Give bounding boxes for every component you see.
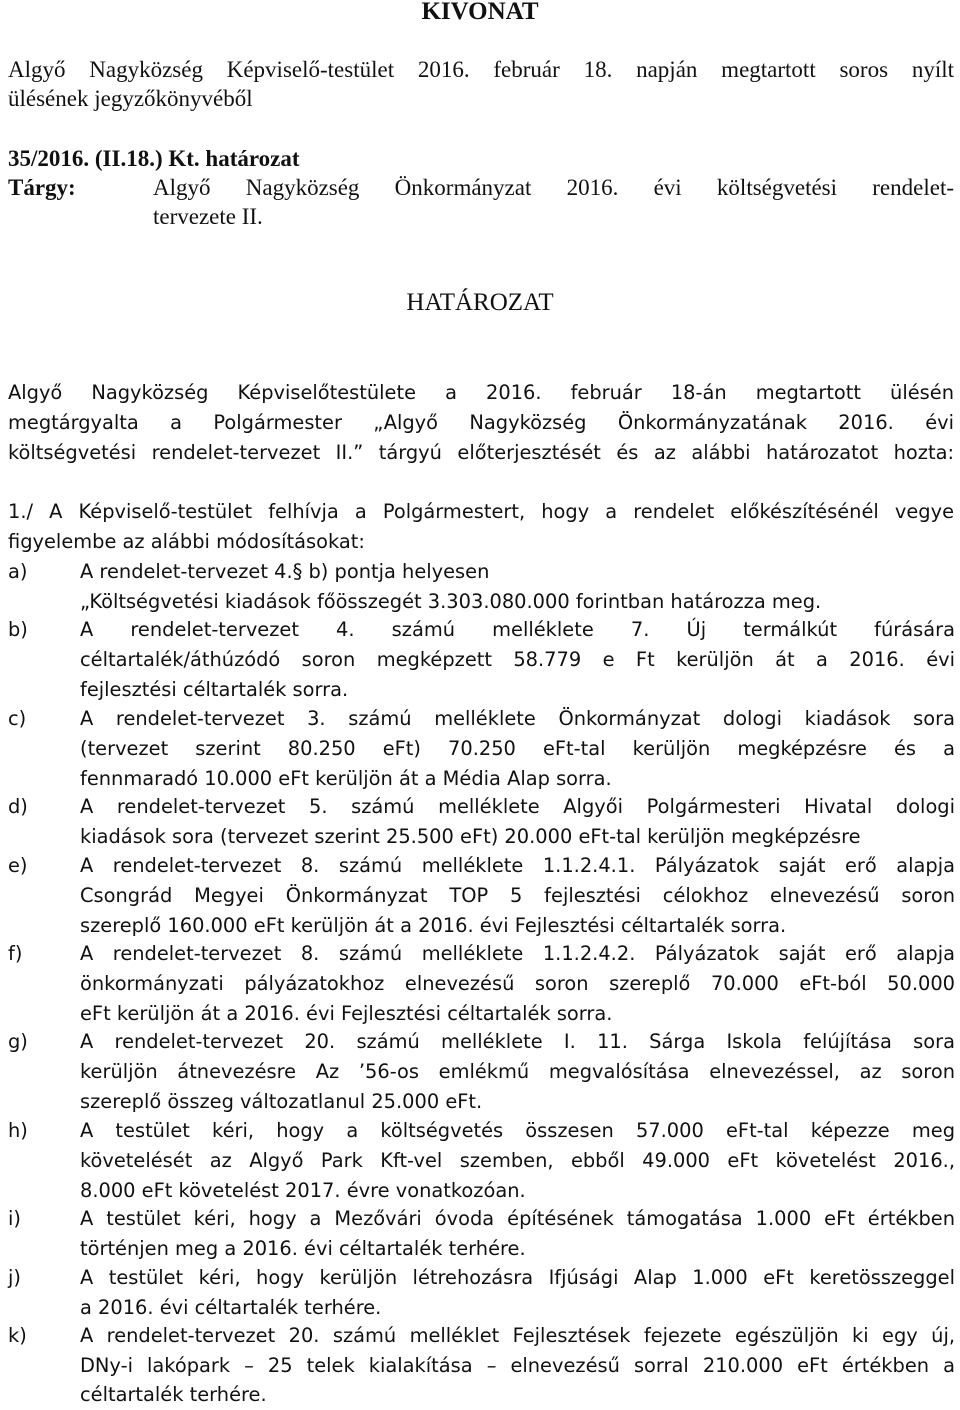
item-line: A rendelet-tervezet 4.§ b) pontja helyesen xyxy=(80,560,490,583)
item-line: A testület kéri, hogy a Mezővári óvoda építésének támogatása 1.000 eFt értékben xyxy=(80,1207,955,1230)
subject-line-1: Algyő Nagyközség Önkormányzat 2016. évi költségvetési rendelet- xyxy=(153,175,954,200)
list-item-j xyxy=(0,1263,960,1323)
item-label: i) xyxy=(8,1207,21,1230)
item-line: A rendelet-tervezet 3. számú melléklete Önkormányzat dologi kiadások sora xyxy=(80,707,955,730)
item-line: szereplő 160.000 eFt kerüljön át a 2016. évi Fejlesztési céltartalék sorra. xyxy=(80,914,787,937)
item-label: f) xyxy=(8,942,23,965)
item-line: szereplő összeg változatlanul 25.000 eFt. xyxy=(80,1090,483,1113)
item-line: kerüljön átnevezésre Az ’56-os emlékmű megvalósítása elnevezéssel, az soron xyxy=(80,1060,955,1083)
item-line: A rendelet-tervezet 8. számú melléklete 1.1.2.4.2. Pályázatok saját erő alapja xyxy=(80,942,955,965)
list-item-f xyxy=(0,939,960,1029)
item-line: A rendelet-tervezet 20. számú melléklete I. 11. Sárga Iskola felújítása sora xyxy=(80,1030,955,1053)
item-label: c) xyxy=(8,707,27,730)
resolution-number: 35/2016. (II.18.) Kt. határozat xyxy=(8,146,300,171)
list-item-a xyxy=(0,557,960,617)
item-line: követelését az Algyő Park Kft-vel szemben, ebből 49.000 eFt követelést 2016., xyxy=(80,1149,955,1172)
item-line: „Költségvetési kiadások főösszegét 3.303.080.000 forintban határozza meg. xyxy=(80,590,822,613)
item-label: e) xyxy=(8,854,28,877)
intro-line-2: ülésének jegyzőkönyvéből xyxy=(8,86,253,111)
list-item-c xyxy=(0,704,960,794)
preamble-line-2: megtárgyalta a Polgármester „Algyő Nagyközség Önkormányzatának 2016. évi xyxy=(8,411,954,434)
item-line: Csongrád Megyei Önkormányzat TOP 5 fejlesztési célokhoz elnevezésű soron xyxy=(80,884,955,907)
list-item-d xyxy=(0,792,960,852)
list-item-g xyxy=(0,1027,960,1117)
item-line: eFt kerüljön át a 2016. évi Fejlesztési céltartalék sorra. xyxy=(80,1002,613,1025)
list-item-h xyxy=(0,1116,960,1206)
item-line: A testület kéri, hogy a költségvetés összesen 57.000 eFt-tal képezze meg xyxy=(80,1119,955,1142)
item-line: a 2016. évi céltartalék terhére. xyxy=(80,1296,382,1319)
item-label: g) xyxy=(8,1030,28,1053)
item-line: 8.000 eFt követelést 2017. évre vonatkozóan. xyxy=(80,1179,526,1202)
intro-line-1: Algyő Nagyközség Képviselő-testület 2016. február 18. napján megtartott soros nyílt xyxy=(8,57,954,82)
item-label: b) xyxy=(8,618,28,641)
preamble-line-1: Algyő Nagyközség Képviselőtestülete a 2016. február 18-án megtartott ülésén xyxy=(8,381,954,404)
item-line: történjen meg a 2016. évi céltartalék terhére. xyxy=(80,1237,526,1260)
item-line: A testület kéri, hogy kerüljön létrehozásra Ifjúsági Alap 1.000 eFt keretösszeggel xyxy=(80,1266,955,1289)
item-label: d) xyxy=(8,795,28,818)
list-item-k xyxy=(0,1321,960,1408)
item-line: céltartalék terhére. xyxy=(80,1383,267,1406)
subject-line-2: tervezete II. xyxy=(153,204,263,229)
item-line: céltartalék/áthúzódó soron megképzett 58.779 e Ft kerüljön át a 2016. évi xyxy=(80,648,955,671)
item-line: A rendelet-tervezet 4. számú melléklete 7. Új termálkút fúrására xyxy=(80,618,955,641)
item-line: A rendelet-tervezet 20. számú melléklet Fejlesztések fejezete egészüljön ki egy új, xyxy=(80,1324,955,1347)
item-label: a) xyxy=(8,560,28,583)
resolution-heading: HATÁROZAT xyxy=(406,289,554,316)
item-line: A rendelet-tervezet 8. számú melléklete 1.1.2.4.1. Pályázatok saját erő alapja xyxy=(80,854,955,877)
item-label: h) xyxy=(8,1119,28,1142)
point1-line-1: 1./ A Képviselő-testület felhívja a Polgármestert, hogy a rendelet előkészítésénél vegye xyxy=(8,500,954,523)
item-line: önkormányzati pályázatokhoz elnevezésű soron szereplő 70.000 eFt-ból 50.000 xyxy=(80,972,955,995)
point1-line-2: figyelembe az alábbi módosításokat: xyxy=(8,530,365,553)
subject-label: Tárgy: xyxy=(8,175,76,200)
item-line: kiadások sora (tervezet szerint 25.500 eFt) 20.000 eFt-tal kerüljön megképzésre xyxy=(80,825,861,848)
item-label: k) xyxy=(8,1324,27,1347)
item-line: fennmaradó 10.000 eFt kerüljön át a Média Alap sorra. xyxy=(80,767,612,790)
item-line: DNy-i lakópark – 25 telek kialakítása – elnevezésű sorral 210.000 eFt értékben a xyxy=(80,1354,955,1377)
item-line: A rendelet-tervezet 5. számú melléklete Algyői Polgármesteri Hivatal dologi xyxy=(80,795,955,818)
item-label: j) xyxy=(8,1266,21,1289)
item-line: fejlesztési céltartalék sorra. xyxy=(80,678,349,701)
list-item-b xyxy=(0,615,960,705)
preamble-line-3: költségvetési rendelet-tervezet II.” tárgyú előterjesztését és az alábbi határozatot hozta: xyxy=(8,441,954,464)
item-line: (tervezet szerint 80.250 eFt) 70.250 eFt-tal kerüljön megképzésre és a xyxy=(80,737,955,760)
document-title: KIVONAT xyxy=(421,0,539,25)
list-item-i xyxy=(0,1204,960,1264)
list-item-e xyxy=(0,851,960,941)
